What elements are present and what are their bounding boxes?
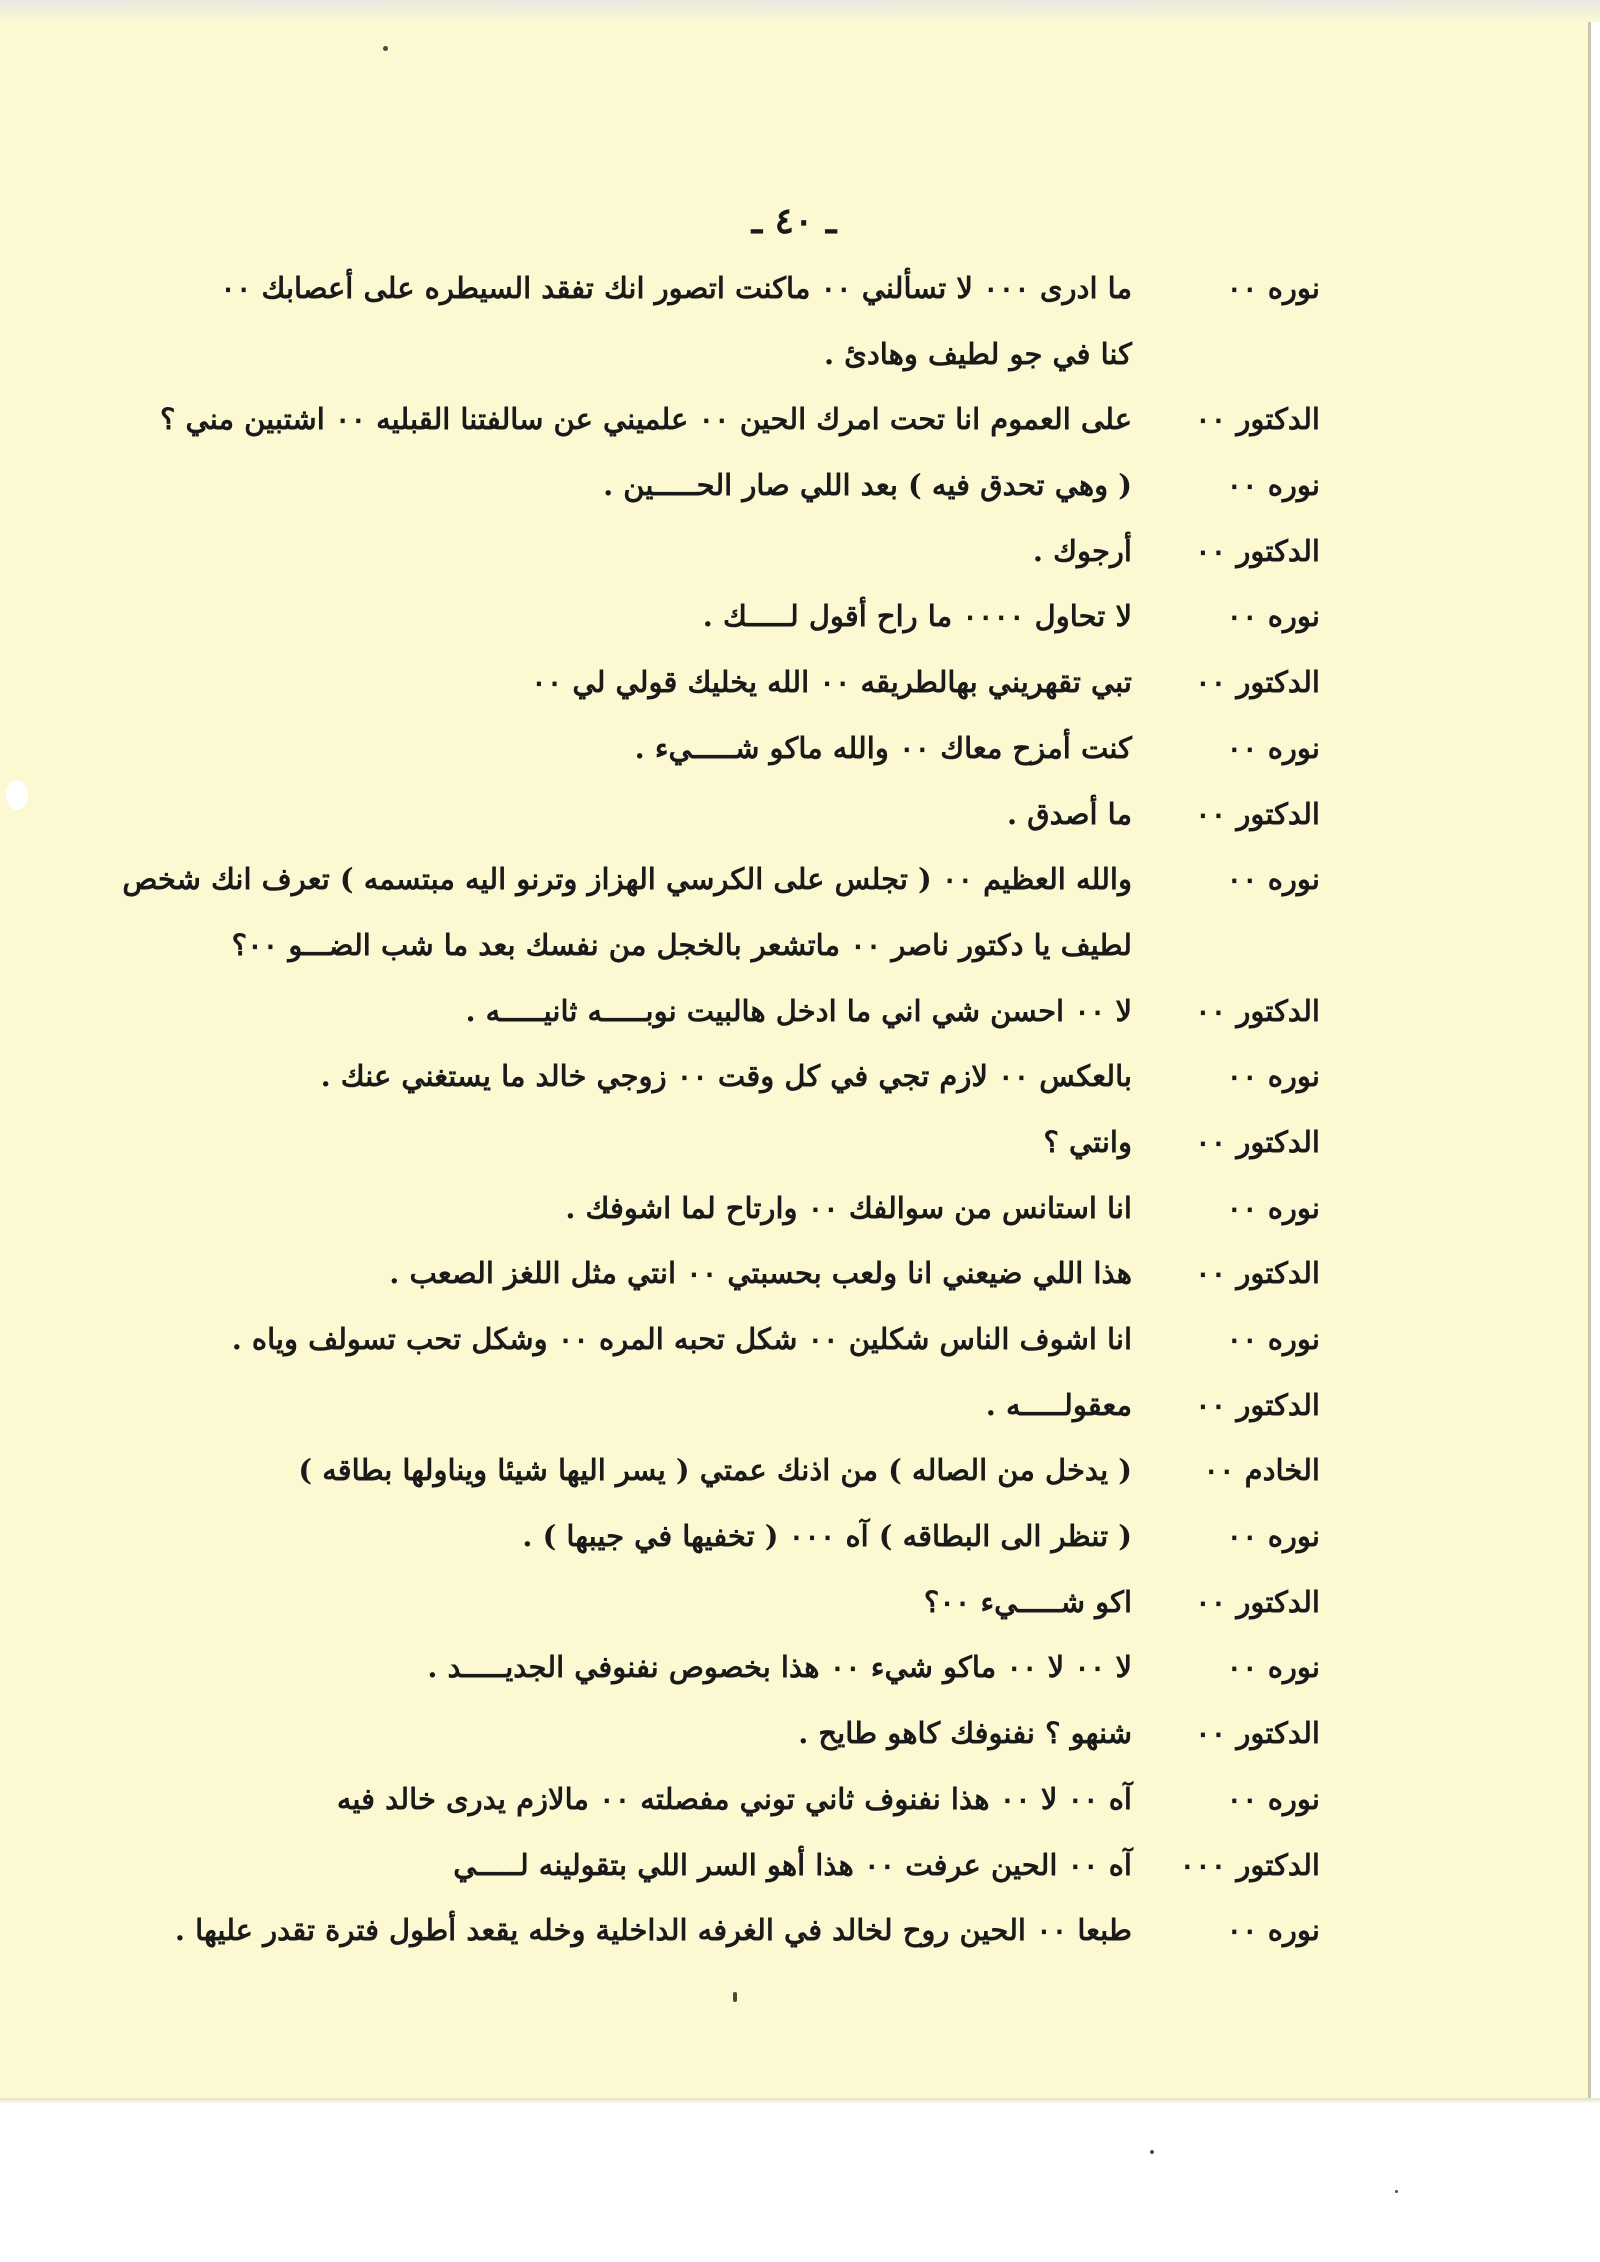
dialogue-line <box>80 1637 1320 1703</box>
speaker-name: نوره ٠٠ <box>1226 730 1320 765</box>
speaker-name: نوره ٠٠ <box>1226 1650 1320 1685</box>
dialogue-line <box>80 1703 1320 1769</box>
speaker-name: الدكتور ٠٠ <box>1195 1387 1320 1422</box>
dialogue-line <box>80 258 1320 324</box>
page-top-edge <box>0 0 1600 22</box>
speaker-name: الدكتور ٠٠ <box>1195 533 1320 568</box>
scan-speck <box>383 46 388 51</box>
dialogue-line <box>80 1440 1320 1506</box>
dialogue-line <box>80 1900 1320 1966</box>
speaker-name: نوره ٠٠ <box>1226 1781 1320 1816</box>
dialogue-line <box>80 586 1320 652</box>
speaker-name: نوره ٠٠ <box>1226 1322 1320 1356</box>
dialogue-line <box>80 389 1320 455</box>
dialogue-text: ما أصدق . <box>1006 796 1132 831</box>
dialogue-text: معقولـــــه . <box>985 1387 1132 1422</box>
dialogue-line <box>80 1506 1320 1572</box>
dialogue-text: لا ٠٠ لا ٠٠ ماكو شيء ٠٠ هذا بخصوص نفنوفي الجديـــــد . <box>427 1650 1132 1685</box>
speaker-name: نوره ٠٠ <box>1226 1059 1320 1094</box>
dialogue-line <box>80 1572 1320 1638</box>
speaker-name: الدكتور ٠٠ <box>1195 993 1320 1028</box>
speaker-name: الدكتور ٠٠ <box>1195 1584 1320 1619</box>
dialogue-line <box>80 784 1320 850</box>
dialogue-text: آه ٠٠ الحين عرفت ٠٠ هذا أهو السر اللي بتقولينه لـــــي <box>453 1847 1132 1882</box>
dialogue-text: لطيف يا دكتور ناصر ٠٠ ماتشعر بالخجل من نفسك بعد ما شب الضـــو ٠٠؟ <box>231 927 1132 962</box>
dialogue-text: ( وهي تحدق فيه ) بعد اللي صار الحـــــين . <box>603 468 1132 503</box>
dialogue-line <box>80 1769 1320 1835</box>
dialogue-text: بالعكس ٠٠ لازم تجي في كل وقت ٠٠ زوجي خالد ما يستغني عنك . <box>320 1059 1132 1094</box>
dialogue-text: ( يدخل من الصاله ) من اذنك عمتي ( يسر اليها شيئا ويناولها بطاقه ) <box>298 1453 1132 1488</box>
speaker-name: الدكتور ٠٠ <box>1195 1124 1320 1159</box>
dialogue-line <box>80 1243 1320 1309</box>
speaker-name: نوره ٠٠ <box>1226 271 1320 305</box>
dialogue-text: أرجوك . <box>1032 533 1132 568</box>
speaker-name: نوره ٠٠ <box>1226 468 1320 503</box>
dialogue-line <box>80 1835 1320 1901</box>
dialogue-line <box>80 981 1320 1047</box>
speaker-name: الدكتور ٠٠ <box>1195 665 1320 700</box>
dialogue-text: اكو شـــــيء ٠٠؟ <box>923 1584 1132 1619</box>
speaker-name: الدكتور ٠٠ <box>1195 1716 1320 1751</box>
speaker-name: نوره ٠٠ <box>1226 1913 1320 1948</box>
dialogue-text: على العموم انا تحت امرك الحين ٠٠ علميني عن سالفتنا القبليه ٠٠ اشتبين مني ؟ <box>160 402 1132 437</box>
dialogue-text: والله العظيم ٠٠ ( تجلس على الكرسي الهزاز وترنو اليه مبتسمه ) تعرف انك شخص <box>122 862 1132 897</box>
dialogue-line <box>80 455 1320 521</box>
dialogue-line <box>80 521 1320 587</box>
dialogue-line <box>80 1046 1320 1112</box>
page-number: ـ ٤٠ ـ <box>751 200 837 242</box>
speaker-name: الدكتور ٠٠ <box>1195 796 1320 831</box>
scan-speck <box>1150 2150 1154 2154</box>
dialogue-line <box>80 718 1320 784</box>
page-bottom-edge <box>0 2098 1600 2104</box>
dialogue-line <box>80 652 1320 718</box>
dialogue-line <box>80 1375 1320 1441</box>
script-dialogue <box>80 258 1320 1966</box>
scan-speck <box>6 780 28 810</box>
dialogue-line <box>80 1309 1320 1375</box>
dialogue-line <box>80 1178 1320 1244</box>
dialogue-text: طبعا ٠٠ الحين روح لخالد في الغرفه الداخلية وخله يقعد أطول فترة تقدر عليها . <box>174 1913 1132 1948</box>
dialogue-text: هذا اللي ضيعني انا ولعب بحسبتي ٠٠ انتي مثل اللغز الصعب . <box>389 1256 1132 1291</box>
dialogue-text: انا استانس من سوالفك ٠٠ وارتاح لما اشوفك . <box>565 1190 1132 1225</box>
scan-speck <box>1395 2190 1398 2193</box>
speaker-name: الدكتور ٠٠ <box>1195 1256 1320 1291</box>
dialogue-line <box>80 849 1320 915</box>
speaker-name: نوره ٠٠ <box>1226 599 1320 634</box>
speaker-name: نوره ٠٠ <box>1226 1190 1320 1225</box>
dialogue-text: وانتي ؟ <box>1043 1124 1132 1159</box>
dialogue-text: لا ٠٠ احسن شي اني ما ادخل هالبيت نوبـــــه ثانيـــــه . <box>465 993 1132 1028</box>
speaker-name: الدكتور ٠٠ <box>1195 402 1320 437</box>
dialogue-text: ( تنظر الى البطاقه ) آه ٠٠٠ ( تخفيها في جيبها ) . <box>522 1519 1132 1554</box>
speaker-name: نوره ٠٠ <box>1226 862 1320 897</box>
dialogue-line <box>80 1112 1320 1178</box>
dialogue-text: شنهو ؟ نفنوفك كاهو طايح . <box>798 1716 1132 1751</box>
dialogue-text: انا اشوف الناس شكلين ٠٠ شكل تحبه المره ٠٠ وشكل تحب تسولف وياه . <box>231 1322 1132 1356</box>
dialogue-text: كنت أمزح معاك ٠٠ والله ماكو شـــــيء . <box>634 730 1132 765</box>
dialogue-text: تبي تقهريني بهالطريقه ٠٠ الله يخليك قولي لي ٠٠ <box>531 665 1132 700</box>
dialogue-line <box>80 324 1320 390</box>
dialogue-text: آه ٠٠ لا ٠٠ هذا نفنوف ثاني توني مفصلته ٠٠ مالازم يدرى خالد فيه <box>336 1781 1132 1816</box>
speaker-name: الدكتور ٠٠٠ <box>1179 1847 1320 1882</box>
speaker-name: الخادم ٠٠ <box>1203 1453 1320 1488</box>
dialogue-text: ما ادرى ٠٠٠ لا تسألني ٠٠ ماكنت اتصور انك تفقد السيطره على أعصابك ٠٠ <box>220 271 1132 305</box>
scan-speck <box>733 1992 737 2002</box>
dialogue-text: كنا في جو لطيف وهادئ . <box>823 336 1132 371</box>
speaker-name: نوره ٠٠ <box>1226 1519 1320 1554</box>
dialogue-line <box>80 915 1320 981</box>
dialogue-text: لا تحاول ٠٠٠٠ ما راح أقول لـــــك . <box>702 599 1132 634</box>
